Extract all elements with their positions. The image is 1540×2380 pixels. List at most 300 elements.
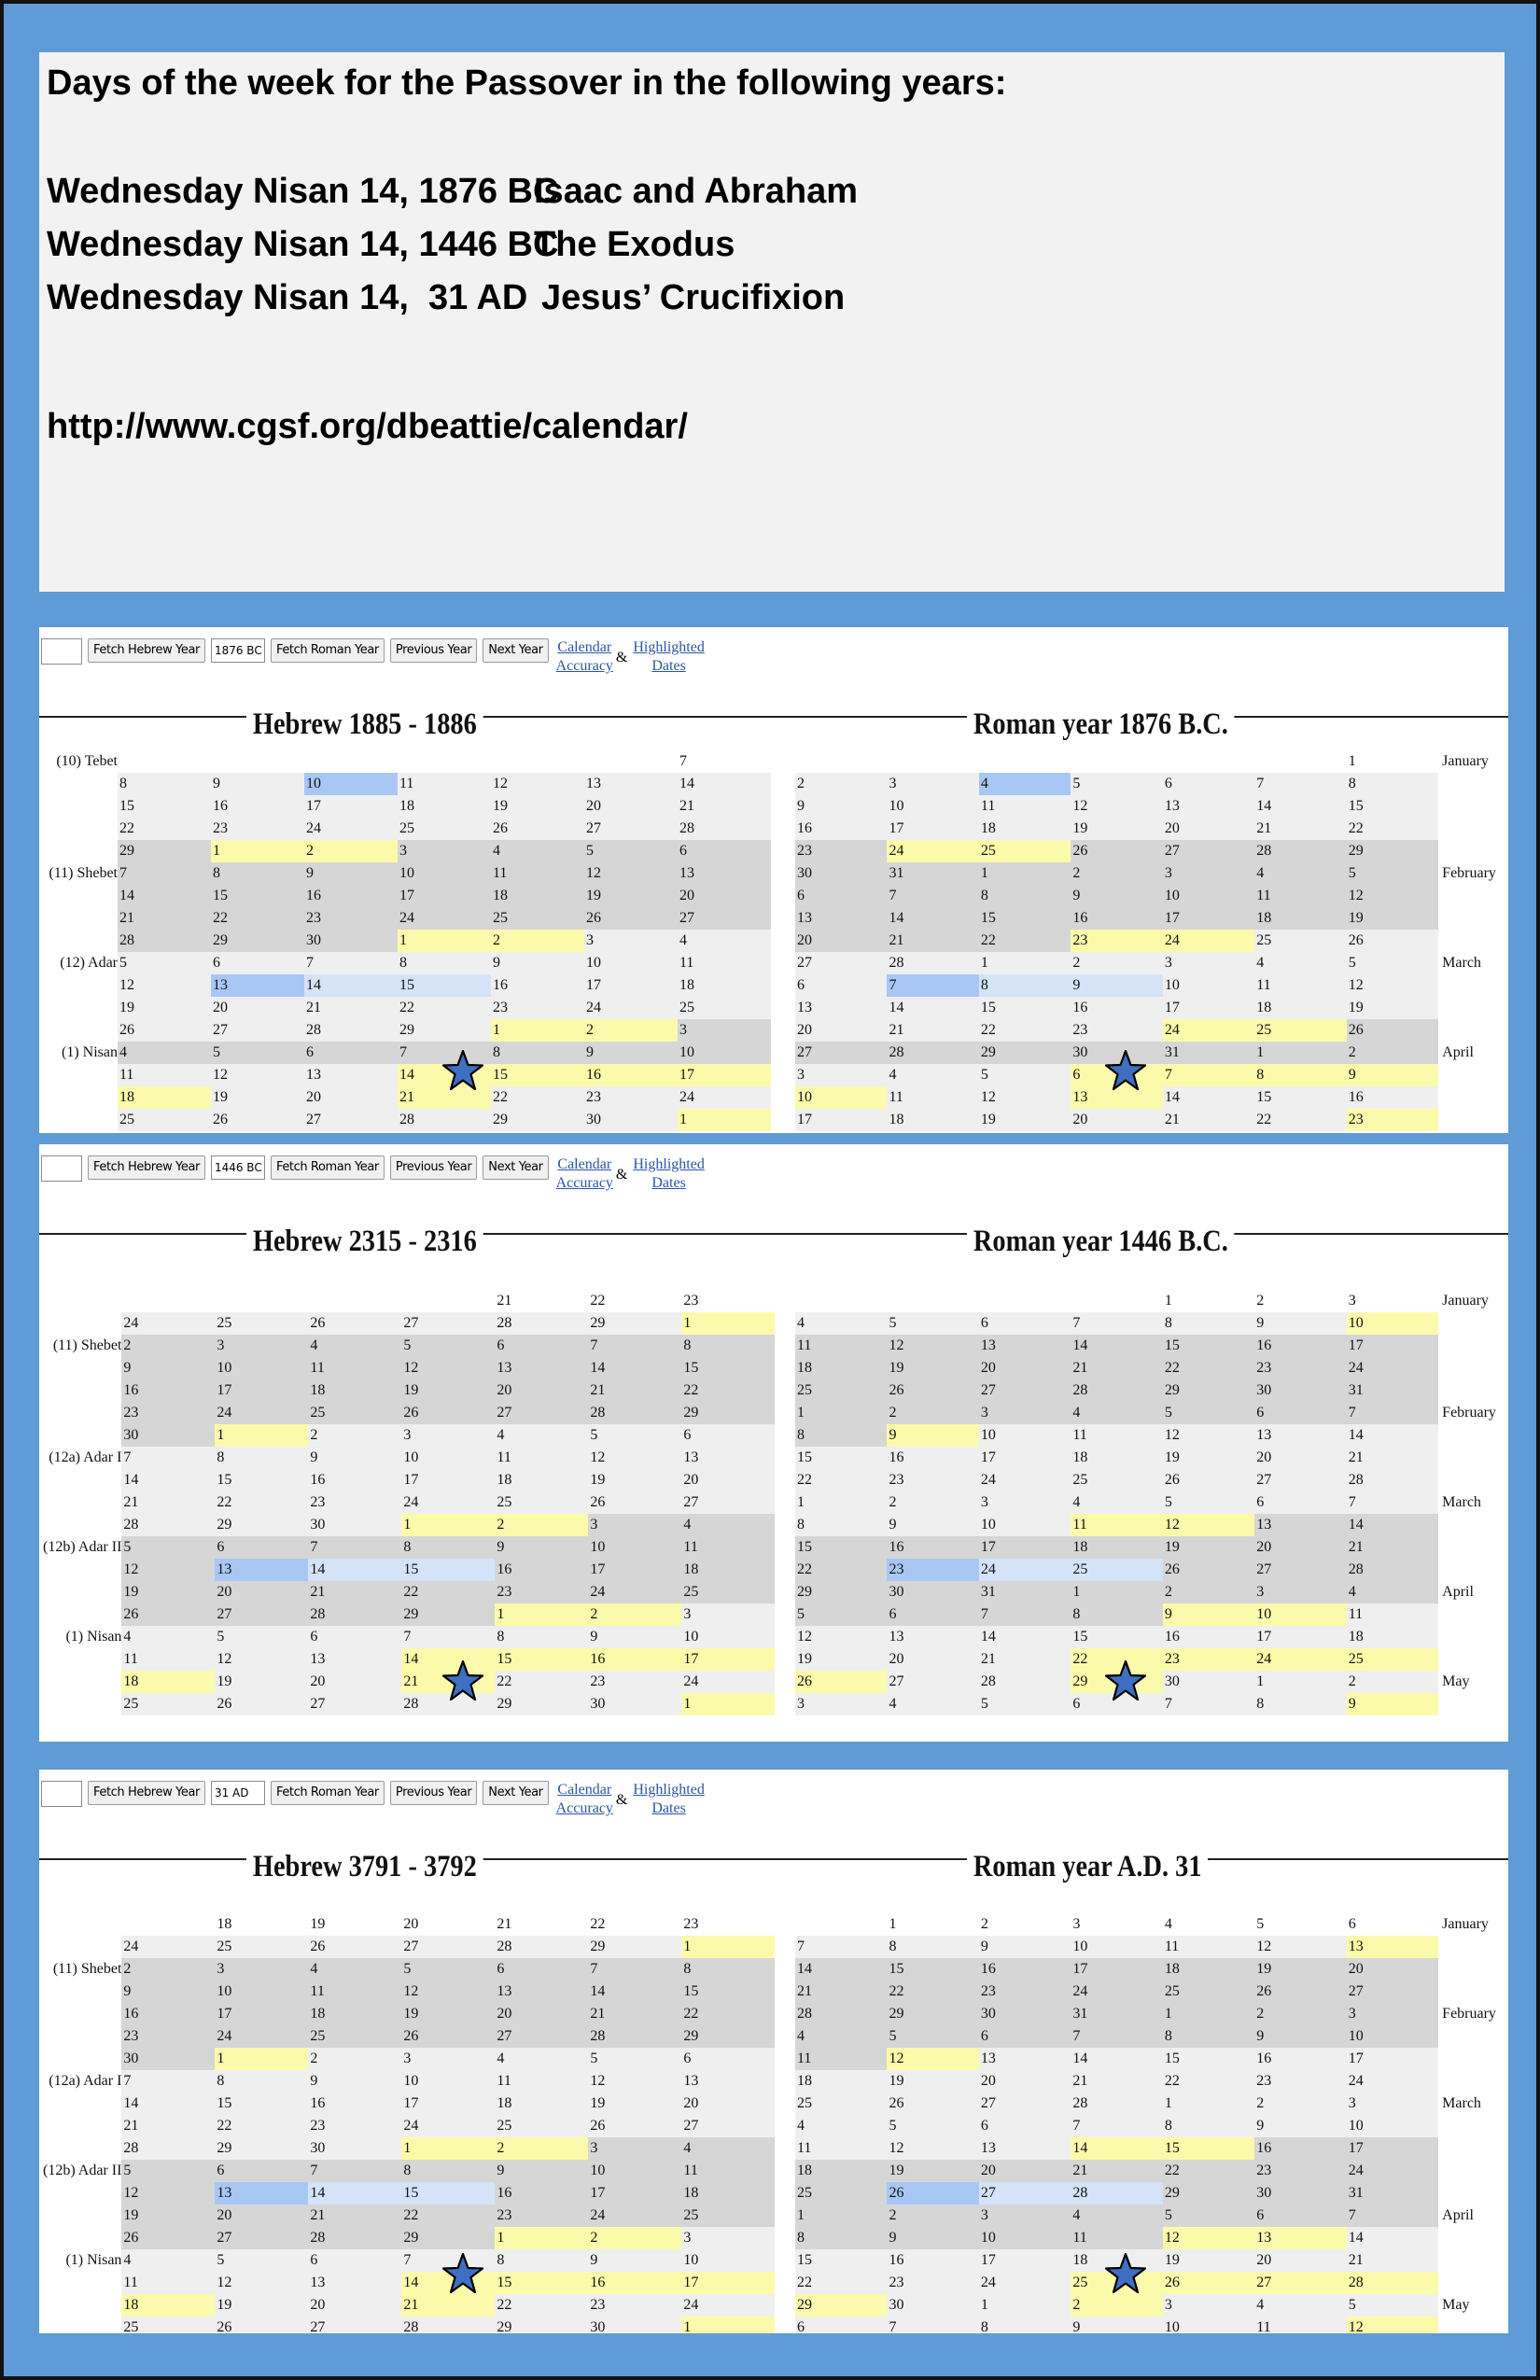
day-cell[interactable]: 6 [979,2115,1071,2137]
day-cell[interactable] [211,750,304,773]
year-value-field[interactable]: 1446 BC [211,1155,265,1180]
day-cell[interactable]: 13 [211,974,304,997]
day-cell[interactable]: 28 [401,2317,495,2333]
day-cell[interactable]: 23 [588,1671,681,1693]
day-cell[interactable]: 28 [1071,2093,1162,2115]
day-cell[interactable]: 27 [681,1491,775,1514]
day-cell[interactable] [887,1290,978,1312]
day-cell[interactable]: 22 [795,1559,887,1581]
day-cell[interactable]: 6 [1254,1402,1346,1424]
day-cell[interactable]: 24 [1347,2160,1438,2182]
day-cell[interactable]: 22 [979,1019,1071,1042]
day-cell[interactable]: 26 [118,1019,211,1042]
day-cell[interactable]: 22 [1163,2160,1254,2182]
day-cell[interactable]: 17 [678,1064,771,1086]
day-cell[interactable]: 27 [308,2317,401,2333]
day-cell[interactable]: 18 [1071,1536,1162,1559]
day-cell[interactable]: 28 [121,1514,215,1536]
day-cell[interactable]: 16 [211,795,304,818]
day-cell[interactable]: 16 [1254,1335,1346,1357]
day-cell[interactable]: 22 [681,1379,775,1402]
day-cell[interactable]: 17 [1071,1958,1162,1981]
day-cell[interactable]: 6 [308,1626,401,1648]
day-cell[interactable]: 30 [584,1109,678,1131]
day-cell[interactable]: 20 [401,1913,495,1936]
day-cell[interactable]: 15 [979,997,1071,1019]
day-cell[interactable]: 11 [398,773,491,795]
day-cell[interactable]: 26 [1254,1981,1346,2003]
day-cell[interactable]: 19 [1163,2249,1254,2272]
day-cell[interactable]: 8 [401,1536,495,1559]
day-cell[interactable]: 29 [681,2025,775,2048]
day-cell[interactable]: 3 [1347,1290,1438,1312]
day-cell[interactable]: 18 [795,1357,887,1379]
day-cell[interactable]: 25 [1071,1559,1162,1581]
previous-year-button[interactable]: Previous Year [390,1155,477,1180]
day-cell[interactable]: 6 [308,2249,401,2272]
day-cell[interactable]: 15 [215,1469,308,1491]
day-cell[interactable]: 22 [1347,818,1438,840]
fetch-roman-year-button[interactable]: Fetch Roman Year [271,1781,385,1805]
day-cell[interactable]: 11 [1071,1514,1162,1536]
day-cell[interactable]: 11 [1254,885,1346,907]
day-cell[interactable]: 27 [1347,1981,1438,2003]
day-cell[interactable]: 3 [887,773,978,795]
day-cell[interactable]: 10 [1347,2025,1438,2048]
day-cell[interactable]: 1 [1163,1290,1254,1312]
day-cell[interactable] [308,1290,401,1312]
day-cell[interactable]: 10 [1347,2115,1438,2137]
day-cell[interactable]: 9 [304,862,398,885]
day-cell[interactable]: 14 [678,773,771,795]
day-cell[interactable]: 9 [887,2227,978,2249]
day-cell[interactable]: 22 [1163,1357,1254,1379]
day-cell[interactable]: 28 [795,2003,887,2025]
day-cell[interactable]: 24 [121,1312,215,1335]
day-cell[interactable]: 10 [1071,1936,1162,1958]
day-cell[interactable]: 21 [401,2294,495,2317]
day-cell[interactable]: 3 [215,1958,308,1981]
day-cell[interactable]: 10 [588,1536,681,1559]
day-cell[interactable]: 30 [588,2317,681,2333]
day-cell[interactable]: 21 [495,1913,588,1936]
day-cell[interactable]: 27 [1254,1469,1346,1491]
day-cell[interactable]: 1 [979,2294,1071,2317]
day-cell[interactable]: 31 [1071,2003,1162,2025]
day-cell[interactable]: 20 [979,2070,1071,2093]
day-cell[interactable]: 1 [401,2137,495,2160]
day-cell[interactable]: 23 [308,2115,401,2137]
day-cell[interactable]: 3 [681,1603,775,1626]
day-cell[interactable]: 29 [495,1693,588,1715]
day-cell[interactable]: 21 [1071,1357,1162,1379]
day-cell[interactable]: 5 [979,1064,1071,1086]
day-cell[interactable]: 19 [491,795,584,818]
day-cell[interactable]: 7 [887,974,978,997]
day-cell[interactable]: 15 [401,1559,495,1581]
day-cell[interactable]: 11 [795,2048,887,2070]
day-cell[interactable]: 20 [495,1379,588,1402]
day-cell[interactable]: 13 [681,1447,775,1469]
day-cell[interactable]: 13 [308,1648,401,1671]
day-cell[interactable]: 9 [491,952,584,974]
day-cell[interactable]: 14 [308,1559,401,1581]
day-cell[interactable]: 18 [681,2182,775,2205]
day-cell[interactable]: 3 [681,2227,775,2249]
day-cell[interactable]: 26 [401,2025,495,2048]
day-cell[interactable]: 11 [308,1357,401,1379]
day-cell[interactable]: 19 [215,2294,308,2317]
day-cell[interactable]: 14 [1347,1514,1438,1536]
day-cell[interactable]: 5 [1071,773,1162,795]
day-cell[interactable]: 29 [215,2137,308,2160]
day-cell[interactable]: 15 [1347,795,1438,818]
day-cell[interactable]: 10 [584,952,678,974]
day-cell[interactable]: 11 [681,1536,775,1559]
day-cell[interactable]: 27 [495,1402,588,1424]
day-cell[interactable]: 5 [401,1335,495,1357]
day-cell[interactable]: 9 [1071,974,1162,997]
day-cell[interactable]: 10 [401,1447,495,1469]
day-cell[interactable]: 18 [979,818,1071,840]
day-cell[interactable]: 19 [887,2070,978,2093]
day-cell[interactable]: 26 [491,818,584,840]
day-cell[interactable]: 11 [681,2160,775,2182]
day-cell[interactable]: 7 [887,2317,978,2333]
day-cell[interactable]: 25 [681,2205,775,2227]
day-cell[interactable]: 10 [1254,1603,1346,1626]
day-cell[interactable]: 25 [795,2093,887,2115]
day-cell[interactable]: 1 [795,1491,887,1514]
day-cell[interactable]: 25 [495,2115,588,2137]
day-cell[interactable]: 10 [304,773,398,795]
day-cell[interactable]: 9 [495,2160,588,2182]
day-cell[interactable]: 29 [795,2294,887,2317]
day-cell[interactable]: 12 [795,1626,887,1648]
day-cell[interactable]: 25 [979,840,1071,862]
day-cell[interactable]: 25 [1254,1019,1346,1042]
day-cell[interactable]: 25 [1163,1981,1254,2003]
day-cell[interactable]: 9 [588,2249,681,2272]
day-cell[interactable]: 24 [584,997,678,1019]
fetch-hebrew-year-button[interactable]: Fetch Hebrew Year [88,1781,205,1805]
day-cell[interactable]: 11 [118,1064,211,1086]
day-cell[interactable]: 20 [1254,1536,1346,1559]
day-cell[interactable]: 18 [1254,997,1346,1019]
day-cell[interactable]: 17 [1254,1626,1346,1648]
day-cell[interactable]: 6 [495,1335,588,1357]
day-cell[interactable]: 8 [401,2160,495,2182]
day-cell[interactable]: 1 [215,2048,308,2070]
day-cell[interactable]: 11 [887,1086,978,1109]
day-cell[interactable]: 27 [1163,840,1254,862]
day-cell[interactable]: 4 [118,1042,211,1064]
day-cell[interactable]: 18 [308,2003,401,2025]
day-cell[interactable]: 28 [588,1402,681,1424]
day-cell[interactable]: 2 [1163,1581,1254,1603]
day-cell[interactable]: 28 [495,1312,588,1335]
day-cell[interactable]: 31 [1347,1379,1438,1402]
day-cell[interactable]: 11 [979,795,1071,818]
day-cell[interactable]: 17 [215,1379,308,1402]
day-cell[interactable]: 24 [979,1559,1071,1581]
day-cell[interactable]: 10 [979,1514,1071,1536]
day-cell[interactable]: 15 [681,1357,775,1379]
day-cell[interactable]: 2 [887,2205,978,2227]
day-cell[interactable]: 12 [1163,1424,1254,1447]
day-cell[interactable]: 15 [401,2182,495,2205]
day-cell[interactable]: 26 [308,1312,401,1335]
day-cell[interactable] [215,1290,308,1312]
day-cell[interactable]: 17 [1347,2137,1438,2160]
day-cell[interactable]: 6 [304,1042,398,1064]
day-cell[interactable]: 25 [491,907,584,930]
day-cell[interactable]: 30 [795,862,887,885]
day-cell[interactable]: 24 [681,2294,775,2317]
day-cell[interactable]: 1 [887,1913,978,1936]
previous-year-button[interactable]: Previous Year [390,638,477,663]
day-cell[interactable]: 8 [979,974,1071,997]
day-cell[interactable]: 10 [681,1626,775,1648]
day-cell[interactable]: 20 [681,1469,775,1491]
day-cell[interactable]: 8 [1071,1603,1162,1626]
day-cell[interactable]: 20 [979,1357,1071,1379]
day-cell[interactable]: 16 [1254,2048,1346,2070]
day-cell[interactable]: 20 [887,1648,978,1671]
day-cell[interactable]: 5 [401,1958,495,1981]
day-cell[interactable]: 12 [887,1335,978,1357]
day-cell[interactable]: 6 [681,2048,775,2070]
day-cell[interactable]: 26 [588,1491,681,1514]
day-cell[interactable]: 18 [795,2070,887,2093]
day-cell[interactable]: 28 [1347,1559,1438,1581]
day-cell[interactable]: 23 [495,1581,588,1603]
day-cell[interactable]: 18 [1163,1958,1254,1981]
day-cell[interactable]: 27 [979,1379,1071,1402]
day-cell[interactable]: 5 [1347,952,1438,974]
day-cell[interactable]: 3 [979,1402,1071,1424]
day-cell[interactable]: 28 [401,1693,495,1715]
day-cell[interactable]: 27 [795,1042,887,1064]
day-cell[interactable]: 14 [887,997,978,1019]
day-cell[interactable]: 7 [795,1936,887,1958]
day-cell[interactable]: 22 [795,2272,887,2294]
day-cell[interactable]: 19 [795,1648,887,1671]
day-cell[interactable]: 24 [1254,1648,1346,1671]
day-cell[interactable]: 3 [588,1514,681,1536]
day-cell[interactable]: 29 [398,1019,491,1042]
day-cell[interactable]: 25 [681,1581,775,1603]
day-cell[interactable]: 21 [1347,1536,1438,1559]
day-cell[interactable]: 24 [681,1671,775,1693]
day-cell[interactable]: 18 [121,1671,215,1693]
day-cell[interactable]: 9 [121,1357,215,1379]
day-cell[interactable]: 17 [681,1648,775,1671]
day-cell[interactable]: 28 [1347,2272,1438,2294]
day-cell[interactable]: 11 [678,952,771,974]
day-cell[interactable]: 27 [678,907,771,930]
day-cell[interactable]: 8 [1254,1693,1346,1715]
day-cell[interactable]: 7 [1071,1312,1162,1335]
day-cell[interactable]: 16 [495,1559,588,1581]
day-cell[interactable]: 22 [1071,1648,1162,1671]
day-cell[interactable]: 26 [1163,1469,1254,1491]
day-cell[interactable]: 29 [588,1936,681,1958]
day-cell[interactable]: 2 [1254,1290,1346,1312]
day-cell[interactable]: 21 [118,907,211,930]
day-cell[interactable]: 5 [1347,862,1438,885]
day-cell[interactable]: 23 [1347,1109,1438,1131]
next-year-button[interactable]: Next Year [483,638,548,663]
day-cell[interactable]: 5 [795,1603,887,1626]
day-cell[interactable]: 3 [979,2205,1071,2227]
day-cell[interactable]: 24 [588,2205,681,2227]
day-cell[interactable]: 4 [1163,1913,1254,1936]
day-cell[interactable]: 15 [118,795,211,818]
day-cell[interactable]: 3 [1254,1581,1346,1603]
day-cell[interactable]: 20 [584,795,678,818]
day-cell[interactable]: 12 [584,862,678,885]
day-cell[interactable]: 25 [495,1491,588,1514]
day-cell[interactable]: 20 [1254,1447,1346,1469]
day-cell[interactable]: 19 [215,1671,308,1693]
day-cell[interactable]: 10 [979,1424,1071,1447]
day-cell[interactable]: 13 [495,1981,588,2003]
day-cell[interactable]: 1 [215,1424,308,1447]
day-cell[interactable]: 11 [1071,1424,1162,1447]
day-cell[interactable]: 23 [584,1086,678,1109]
day-cell[interactable]: 21 [308,1581,401,1603]
day-cell[interactable]: 17 [681,2272,775,2294]
day-cell[interactable]: 8 [215,2070,308,2093]
day-cell[interactable]: 14 [401,2272,495,2294]
day-cell[interactable]: 23 [1071,930,1162,952]
day-cell[interactable]: 21 [979,1648,1071,1671]
day-cell[interactable]: 28 [121,2137,215,2160]
day-cell[interactable]: 29 [211,930,304,952]
day-cell[interactable]: 12 [1254,1936,1346,1958]
day-cell[interactable]: 18 [1071,2249,1162,2272]
day-cell[interactable]: 30 [308,1514,401,1536]
previous-year-button[interactable]: Previous Year [390,1781,477,1805]
day-cell[interactable]: 8 [495,2249,588,2272]
day-cell[interactable]: 7 [401,2249,495,2272]
day-cell[interactable]: 25 [121,1693,215,1715]
day-cell[interactable]: 1 [398,930,491,952]
day-cell[interactable]: 8 [887,1936,978,1958]
day-cell[interactable]: 17 [398,885,491,907]
day-cell[interactable]: 1 [1163,2003,1254,2025]
day-cell[interactable]: 7 [401,1626,495,1648]
day-cell[interactable]: 15 [215,2093,308,2115]
day-cell[interactable]: 5 [584,840,678,862]
day-cell[interactable]: 1 [681,2317,775,2333]
day-cell[interactable]: 20 [495,2003,588,2025]
day-cell[interactable] [1071,750,1162,773]
day-cell[interactable]: 23 [887,1469,978,1491]
day-cell[interactable]: 17 [1347,1335,1438,1357]
day-cell[interactable]: 22 [398,997,491,1019]
day-cell[interactable]: 26 [1163,1559,1254,1581]
day-cell[interactable]: 1 [1071,1581,1162,1603]
day-cell[interactable]: 5 [1163,1491,1254,1514]
day-cell[interactable]: 8 [979,2317,1071,2333]
day-cell[interactable]: 20 [1071,1109,1162,1131]
day-cell[interactable]: 26 [308,1936,401,1958]
day-cell[interactable]: 24 [979,2272,1071,2294]
day-cell[interactable]: 3 [1347,2093,1438,2115]
day-cell[interactable]: 10 [215,1357,308,1379]
day-cell[interactable] [979,750,1071,773]
day-cell[interactable]: 1 [795,1402,887,1424]
day-cell[interactable] [1163,750,1254,773]
day-cell[interactable]: 29 [491,1109,584,1131]
day-cell[interactable]: 9 [211,773,304,795]
day-cell[interactable]: 13 [979,1335,1071,1357]
day-cell[interactable]: 1 [211,840,304,862]
day-cell[interactable]: 17 [401,2093,495,2115]
day-cell[interactable]: 10 [215,1981,308,2003]
day-cell[interactable]: 29 [1347,840,1438,862]
day-cell[interactable]: 22 [588,1913,681,1936]
day-cell[interactable]: 25 [398,818,491,840]
day-cell[interactable]: 13 [979,2137,1071,2160]
day-cell[interactable]: 26 [121,2227,215,2249]
day-cell[interactable]: 2 [588,1603,681,1626]
day-cell[interactable]: 29 [1071,1671,1162,1693]
day-cell[interactable]: 24 [1347,1357,1438,1379]
day-cell[interactable]: 25 [1071,1469,1162,1491]
day-cell[interactable]: 26 [211,1109,304,1131]
day-cell[interactable]: 9 [308,2070,401,2093]
day-cell[interactable]: 14 [795,1958,887,1981]
day-cell[interactable]: 24 [678,1086,771,1109]
day-cell[interactable]: 12 [1163,1514,1254,1536]
day-cell[interactable]: 8 [398,952,491,974]
day-cell[interactable]: 4 [1254,862,1346,885]
day-cell[interactable]: 24 [1163,1019,1254,1042]
day-cell[interactable]: 8 [211,862,304,885]
day-cell[interactable]: 12 [215,2272,308,2294]
day-cell[interactable]: 9 [979,1936,1071,1958]
day-cell[interactable]: 16 [304,885,398,907]
day-cell[interactable]: 30 [121,1424,215,1447]
day-cell[interactable]: 28 [887,952,978,974]
next-year-button[interactable]: Next Year [483,1781,548,1805]
day-cell[interactable]: 20 [979,2160,1071,2182]
day-cell[interactable]: 19 [1071,818,1162,840]
day-cell[interactable]: 12 [121,2182,215,2205]
day-cell[interactable]: 29 [1163,1379,1254,1402]
day-cell[interactable]: 21 [495,1290,588,1312]
day-cell[interactable]: 21 [1254,818,1346,840]
day-cell[interactable]: 10 [681,2249,775,2272]
day-cell[interactable]: 26 [588,2115,681,2137]
day-cell[interactable]: 16 [1071,907,1162,930]
day-cell[interactable]: 11 [1071,2227,1162,2249]
day-cell[interactable]: 28 [588,2025,681,2048]
day-cell[interactable]: 22 [495,2294,588,2317]
day-cell[interactable]: 2 [584,1019,678,1042]
day-cell[interactable]: 21 [887,1019,978,1042]
day-cell[interactable]: 17 [1163,907,1254,930]
day-cell[interactable]: 3 [588,2137,681,2160]
day-cell[interactable]: 21 [304,997,398,1019]
day-cell[interactable]: 9 [795,795,887,818]
day-cell[interactable]: 9 [887,1514,978,1536]
day-cell[interactable]: 18 [121,2294,215,2317]
day-cell[interactable]: 22 [401,2205,495,2227]
